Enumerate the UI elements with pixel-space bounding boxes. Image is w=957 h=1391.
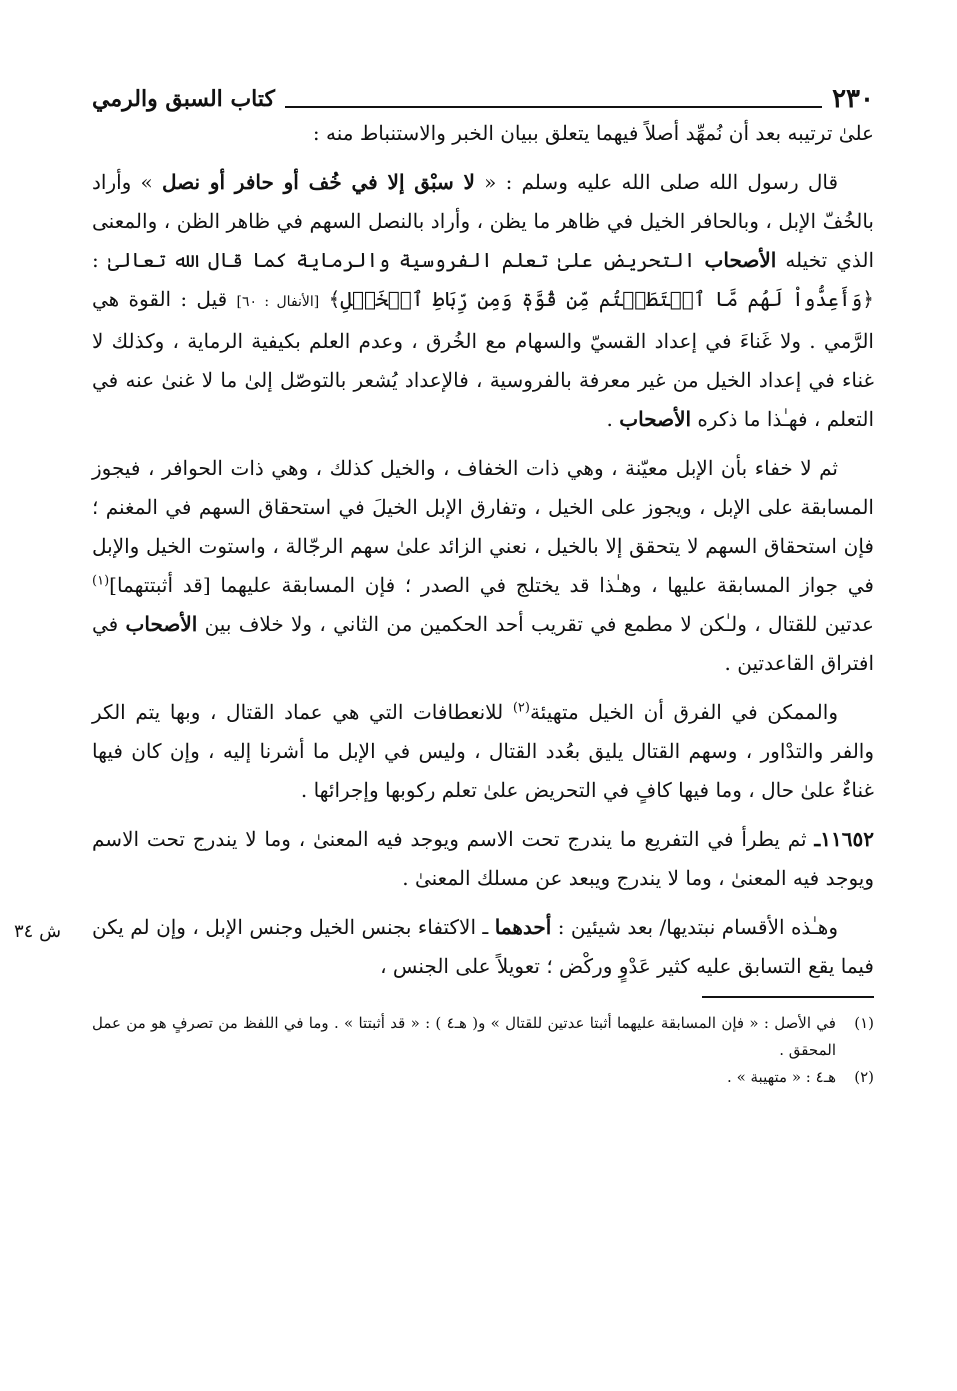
emphasized-text: الأصحاب xyxy=(704,248,777,272)
emphasized-text: الأصحاب xyxy=(619,407,692,431)
text-run: عدتين للقتال ، ولـٰكن لا مطمع في تقريب أحد الحكمين من الثاني ، ولا خلاف بين xyxy=(197,612,874,636)
emphasized-text: لا سبْق إلا في خُف أو حافر أو نصل xyxy=(161,170,475,194)
text-run: قال رسول الله صلى الله عليه وسلم : « xyxy=(474,170,838,194)
footnote-number: (٢) xyxy=(854,1068,874,1086)
footnote-text: هـ٤ : « متهيبة » . xyxy=(727,1068,836,1086)
text-run: » وأراد بالخُفّ الإبل ، وبالحافر الخيل في ظاهر ما يظن ، وأراد بالنصل السهم في ظاهر الظن ، والمعنى الذي تخيله xyxy=(92,170,875,272)
paragraph xyxy=(92,114,874,153)
paragraph-block xyxy=(92,693,874,810)
paragraph-block xyxy=(92,114,874,153)
footnote xyxy=(92,1010,874,1064)
text-run: وهـٰذه الأقسام نبتديها/ بعد شيئين : xyxy=(551,915,838,939)
text-run: ثم لا خفاء بأن الإبل معيّنة ، وهي ذات الخفاف ، والخيل كذلك ، وهي ذات الحوافر ، فيجوز المسابقة على الإبل ، ويجوز على الخيل ، وتفارق الإبل الخيلَ في استحقاق السهم في المغنم ؛ فإن استحقاق السهم لا يتحقق إلا بالخيل ، نعني الزائد علىٰ سهم الرجّالة ، واستوت الخيل والإبل في جواز المسابقة عليها ، وهـٰذا قد يختلج في الصدر ؛ فإن المسابقة عليهما [قد أثبتتهما] xyxy=(92,456,874,597)
emphasized-text: ١١٦٥٢ـ xyxy=(814,827,874,851)
book-page xyxy=(14,70,875,1091)
footnote-reference: (١) xyxy=(92,573,110,589)
text-run: قيل : القوة هي الرَّمي . ولا غَناءَ في إعداد القسيّ والسهام مع الخُرق ، وعدم العلم بكيفية الرماية ، وكذلك لا غناء في إعداد الخيل من غير معرفة بالفروسية ، فالإعداد يُشعر بالتوصّل إلىٰ ما لا غنىٰ عنه في التعلم ، فهـٰذا ما ذكره xyxy=(92,287,874,431)
manuscript-folio-note: ش ٣٤ xyxy=(14,921,62,942)
footnote-reference: (٢) xyxy=(512,700,530,716)
page-number: ٢٣٠ xyxy=(832,84,874,114)
paragraph xyxy=(92,163,874,439)
footnote-text: في الأصل : « فإن المسابقة عليهما أثبتا عدتين للقتال » و( هـ٤ ) : « قد أثبتتا » . وما في اللفظ من تصرفٍ هو من عمل المحقق . xyxy=(92,1014,836,1059)
text-run: [الأنفال : ٦٠] xyxy=(236,294,320,310)
paragraph-block xyxy=(92,449,874,683)
paragraph xyxy=(92,449,874,683)
paragraph xyxy=(92,908,874,986)
paragraph-block xyxy=(92,163,874,439)
paragraph-block xyxy=(14,908,874,986)
text-run: في افتراق القاعدتين . xyxy=(92,612,874,675)
footnote-divider xyxy=(702,996,874,998)
page-header xyxy=(92,70,874,114)
paragraph xyxy=(92,820,874,898)
text-run: . xyxy=(606,407,620,431)
paragraph-block xyxy=(92,820,874,898)
text-run: للانعطافات التي هي عماد القتال ، وبها يتم الكر والفر والتدْاور ، وسهم القتال يليق بعُدد القتال ، وليس في الإبل ما أشرنا إليه ، وإن كان فيها غناءٌ علىٰ حال ، وما فيها كافٍ في التحريض علىٰ تعلم ركوبها وإجرائها . xyxy=(92,700,874,802)
text-run: والممكن في الفرق أن الخيل متهيئة xyxy=(529,700,838,724)
main-text xyxy=(14,114,875,986)
emphasized-text: الأصحاب xyxy=(125,612,198,636)
paragraph xyxy=(92,693,874,810)
text-run: التحريض علىٰ تعلم الفروسية والرماية كما قال الله تعالىٰ : ﴿وَأَعِدُّواْ لَهُم مَّا ٱسۡتَطَعۡتُم مِّن قُوَّةٖ وَمِن رِّبَاطِ ٱلۡخَيۡلِ﴾ xyxy=(92,248,874,311)
text-run: علىٰ ترتيبه بعد أن نُمهِّد أصلاً فيهما يتعلق ببيان الخبر والاستنباط منه : xyxy=(312,121,874,145)
footnote xyxy=(92,1064,874,1091)
emphasized-text: أحدهما xyxy=(494,915,552,939)
footnotes xyxy=(92,1010,874,1091)
text-run: ثم يطرأ في التفريع ما يندرج تحت الاسم ويوجد فيه المعنىٰ ، وما لا يندرج تحت الاسم ويوجد فيه المعنىٰ ، وما لا يندرج ويبعد عن مسلك المعنىٰ . xyxy=(92,827,874,890)
text-run: ـ الاكتفاء بجنس الخيل وجنس الإبل ، وإن لم يكن فيما يقع التسابق عليه كثير عَدْوٍ وركْض ؛ تعويلاً على الجنس ، xyxy=(92,915,874,978)
footnote-number: (١) xyxy=(854,1014,874,1032)
book-title: كتاب السبق والرمي xyxy=(92,86,275,112)
header-rule xyxy=(285,106,822,108)
